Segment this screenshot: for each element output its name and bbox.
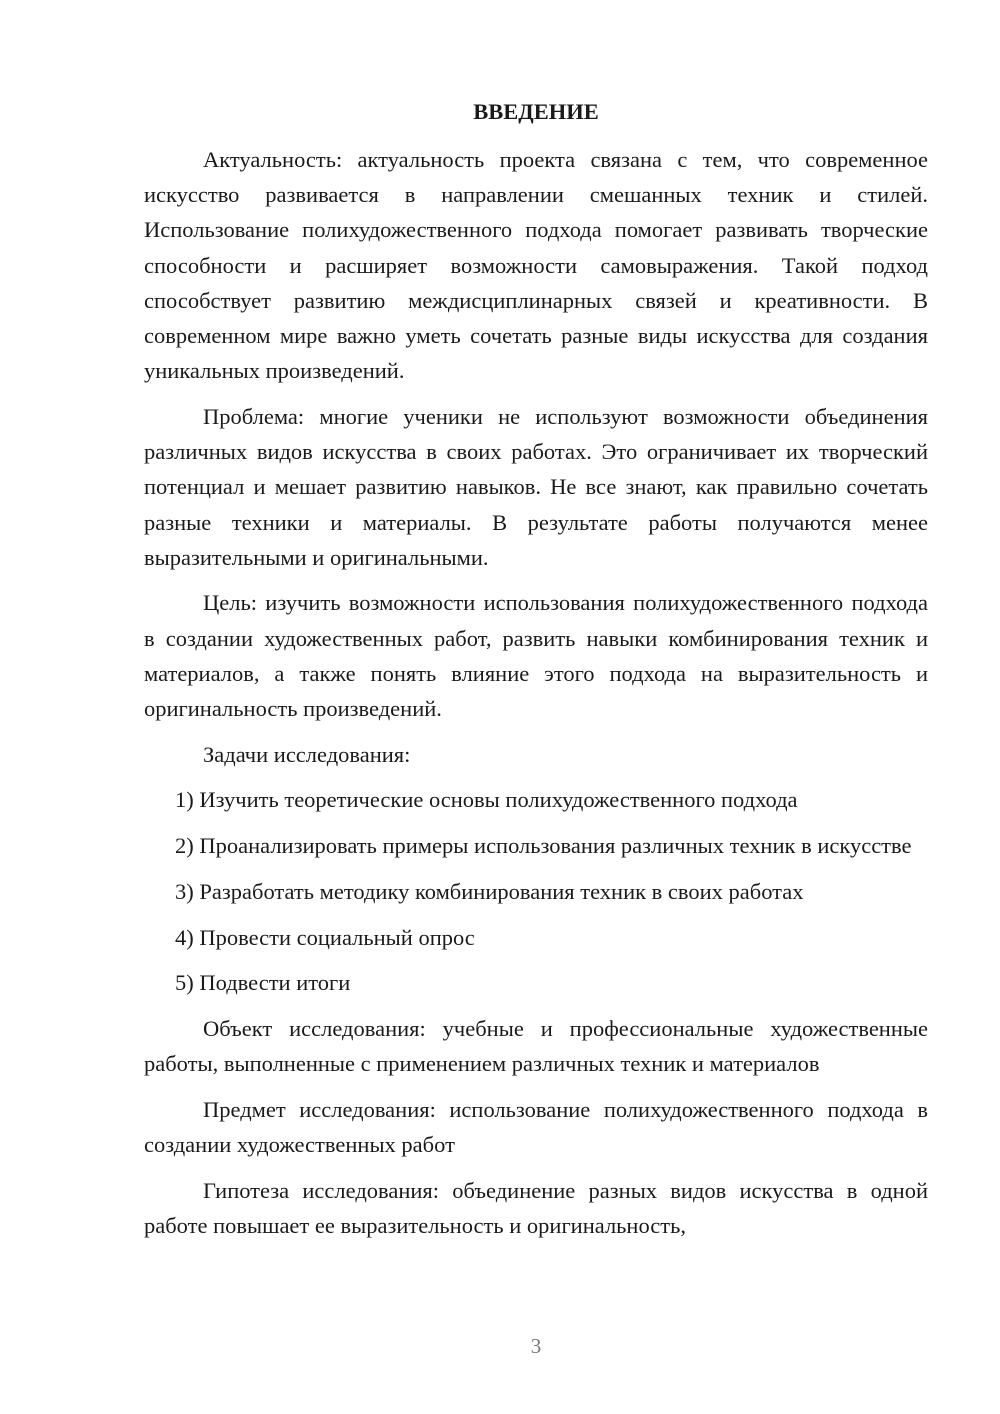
paragraph-relevance: Актуальность: актуальность проекта связана с тем, что современное искусство развивается в направлении смешанных техник и стилей. Использование полихудожественного подхода помогает развивать творческие способности и расширяет возможности самовыражения. Такой подход способствует развитию междисциплинарных связей и креативности. В современном мире важно уметь сочетать разные виды искусства для создания уникальных произведений. — [144, 147, 928, 384]
paragraph-problem: Проблема: многие ученики не используют возможности объединения различных видов искусства в своих работах. Это ограничивает их творческий потенциал и мешает развитию навыков. Не все знают, как правильно сочетать разные техники и материалы. В результате работы получаются менее выразительными и оригинальными. — [144, 403, 928, 570]
page-number: 3 — [530, 1334, 542, 1358]
document-title: ВВЕДЕНИЕ — [473, 99, 599, 124]
tasks-heading: Задачи исследования: — [203, 741, 411, 767]
document-body — [144, 142, 928, 1243]
task-item: 2) Проанализировать примеры использования различных техник в искусстве — [175, 833, 912, 859]
paragraph-hypothesis: Гипотеза исследования: объединение разных видов искусства в одной работе повышает ее выразительность и оригинальность, — [144, 1177, 928, 1238]
task-item: 1) Изучить теоретические основы полихудожественного подхода — [175, 787, 798, 813]
task-item: 3) Разработать методику комбинирования техник в своих работах — [175, 878, 804, 904]
paragraph-object: Объект исследования: учебные и профессиональные художественные работы, выполненные с применением различных техник и материалов — [144, 1015, 928, 1077]
task-item: 4) Провести социальный опрос — [175, 924, 475, 950]
task-item: 5) Подвести итоги — [175, 970, 351, 996]
paragraph-subject: Предмет исследования: использование полихудожественного подхода в создании художественных работ — [144, 1096, 928, 1158]
paragraph-goal: Цель: изучить возможности использования полихудожественного подхода в создании художественных работ, развить навыки комбинирования техник и материалов, а также понять влияние этого подхода на выразительность и оригинальность произведений. — [144, 590, 928, 722]
